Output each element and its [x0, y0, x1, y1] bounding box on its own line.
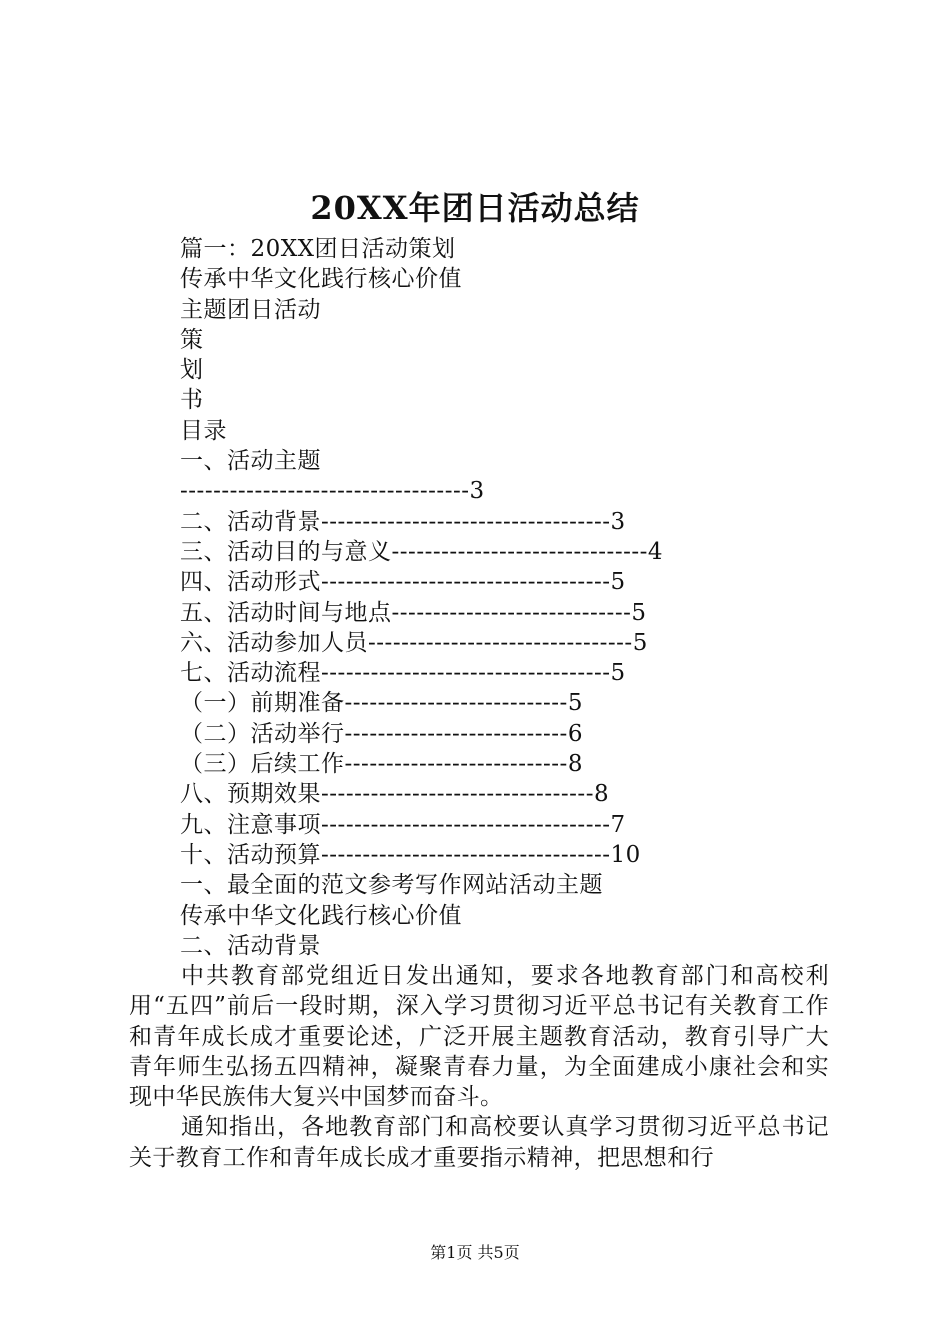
toc-entry: 一、活动主题	[180, 448, 321, 475]
section-heading: 一、最全面的范文参考写作网站活动主题	[180, 872, 603, 899]
page-footer: 第1页 共5页	[430, 1243, 520, 1262]
toc-entry: 六、活动参加人员--------------------------------5	[180, 629, 648, 656]
text-line: 策	[180, 326, 204, 353]
toc-entry: 三、活动目的与意义-------------------------------4	[180, 538, 664, 565]
document-title: 20XX年团日活动总结	[310, 189, 640, 227]
section-heading: 二、活动背景	[180, 932, 321, 959]
text-line: 传承中华文化践行核心价值	[180, 266, 462, 293]
body-text	[129, 961, 829, 1173]
toc-entry: 五、活动时间与地点-----------------------------5	[180, 599, 647, 626]
toc-entry: 十、活动预算-----------------------------------10	[180, 841, 641, 868]
text-line: 书	[180, 387, 204, 414]
text-line: 传承中华文化践行核心价值	[180, 902, 462, 929]
text-line: 划	[180, 357, 204, 384]
toc-entry: 八、预期效果---------------------------------8	[180, 781, 610, 808]
text-line: 篇一：20XX团日活动策划	[180, 236, 456, 262]
toc-entry: 二、活动背景-----------------------------------3	[180, 508, 626, 535]
toc-entry: 七、活动流程-----------------------------------5	[180, 660, 626, 687]
toc-heading: 目录	[180, 417, 227, 444]
toc-subentry: （三）后续工作---------------------------8	[180, 751, 583, 778]
toc-entry: 四、活动形式-----------------------------------5	[180, 569, 626, 596]
toc-entry: -----------------------------------3	[180, 478, 485, 505]
text-line: 主题团日活动	[180, 296, 321, 323]
paragraph: 通知指出，各地教育部门和高校要认真学习贯彻习近平总书记关于教育工作和青年成长成才重要指示精神，把思想和行	[129, 1114, 829, 1171]
paragraph: 中共教育部党组近日发出通知，要求各地教育部门和高校利用“五四”前后一段时期，深入学习贯彻习近平总书记有关教育工作和青年成长成才重要论述，广泛开展主题教育活动，教育引导广大青年师生弘扬五四精神，凝聚青春力量，为全面建成小康社会和实现中华民族伟大复兴中国梦而奋斗。	[129, 963, 829, 1111]
document-lines	[180, 234, 840, 961]
toc-entry: 九、注意事项-----------------------------------7	[180, 811, 626, 838]
toc-subentry: （二）活动举行---------------------------6	[180, 720, 583, 747]
toc-subentry: （一）前期准备---------------------------5	[180, 690, 583, 717]
